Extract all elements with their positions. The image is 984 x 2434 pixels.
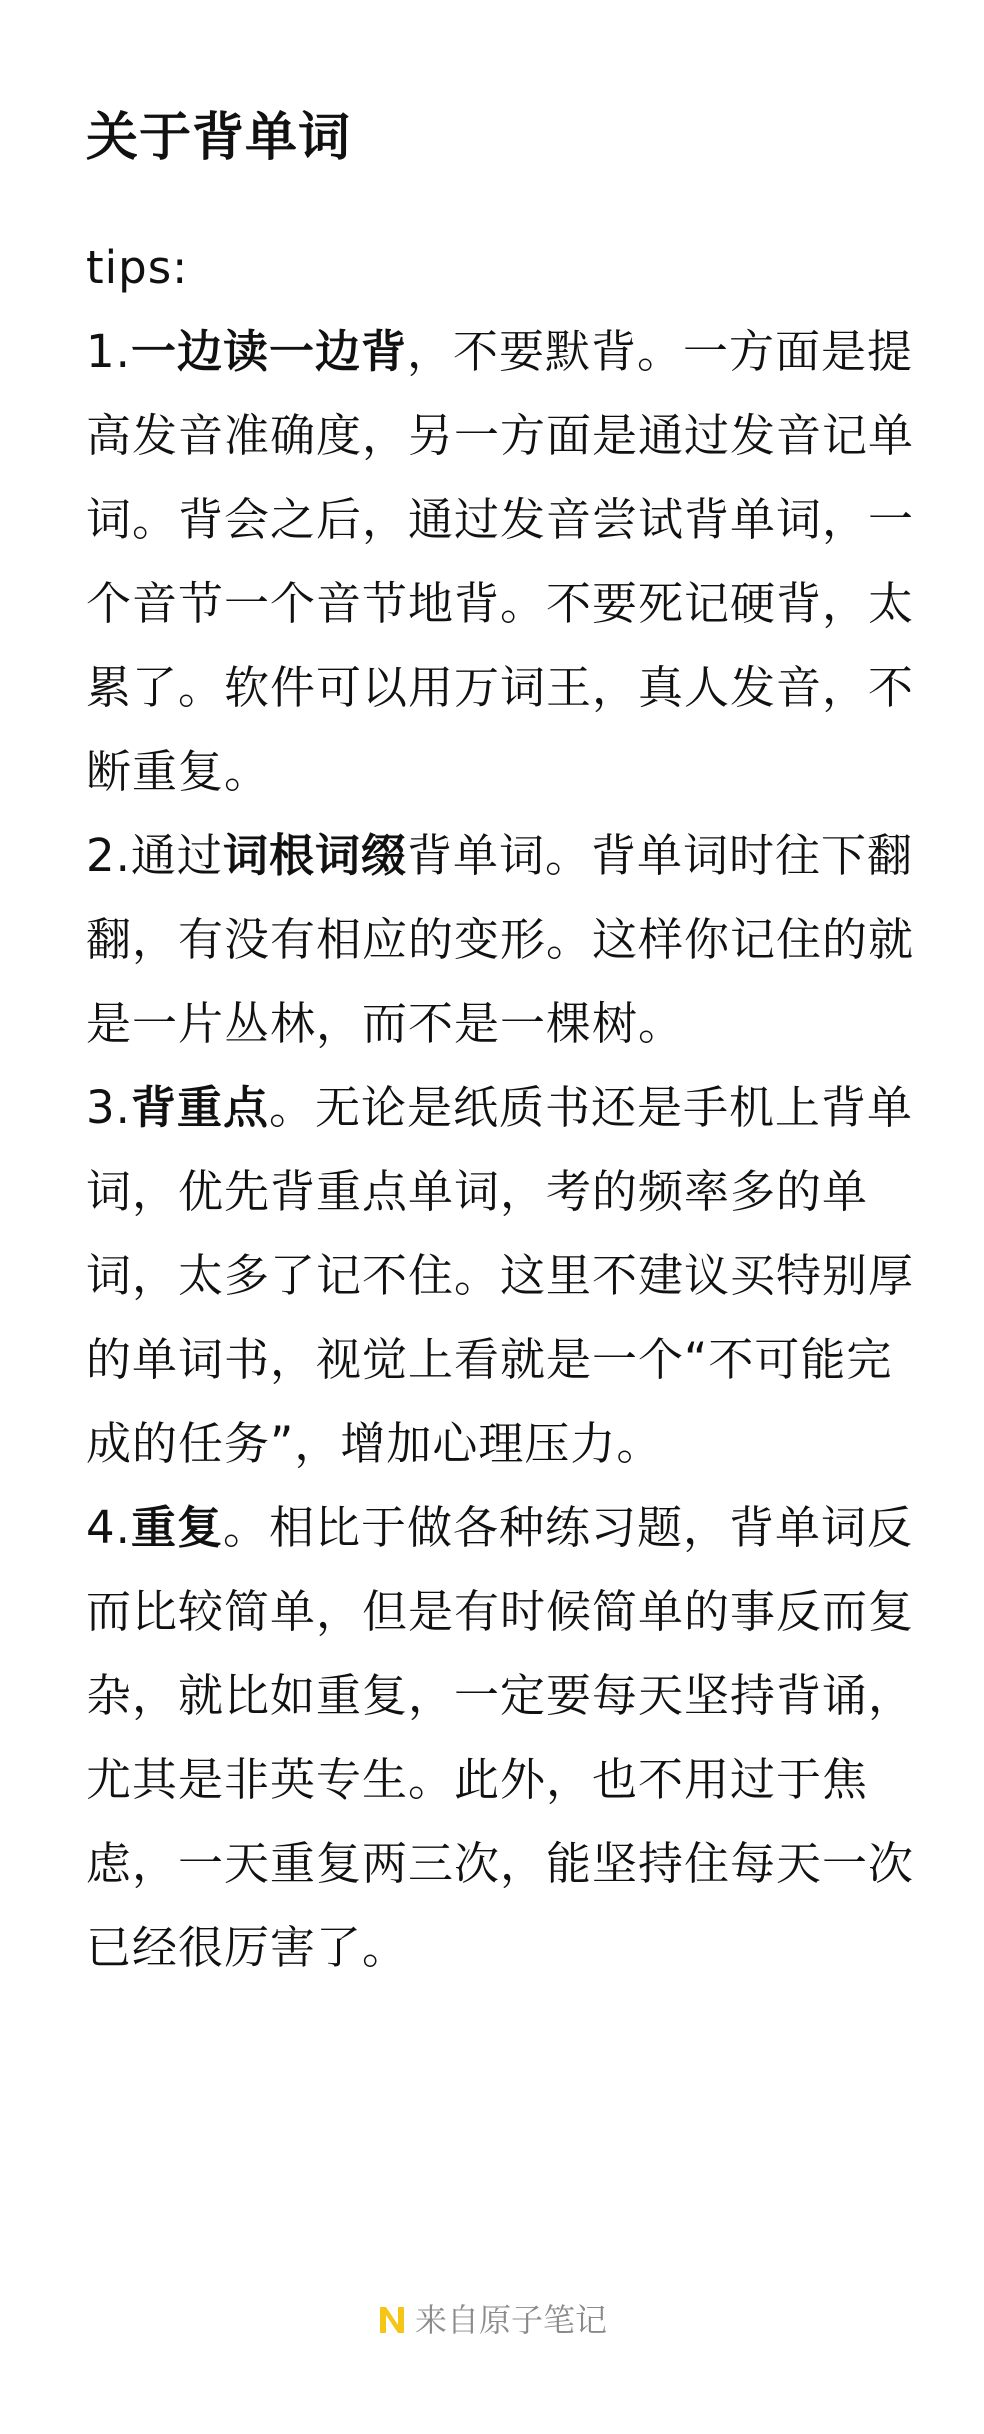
note-content xyxy=(86,100,916,1990)
tip-3-emphasis: 背重点 xyxy=(130,1081,269,1134)
tip-item-4 xyxy=(86,1486,916,1990)
note-title: 关于背单词 xyxy=(86,108,352,168)
tip-2-text: 背单词。背单词时往下翻翻，有没有相应的变形。这样你记住的就是一片丛林，而不是一棵树。 xyxy=(86,829,915,1050)
atom-note-logo-icon xyxy=(377,2304,407,2336)
tip-2-emphasis: 词根词缀 xyxy=(222,829,407,882)
tip-3-text: 。无论是纸质书还是手机上背单词，优先背重点单词，考的频率多的单词，太多了记不住。这里不建议买特别厚的单词书，视觉上看就是一个“不可能完成的任务”，增加心理压力。 xyxy=(86,1081,915,1470)
source-attribution xyxy=(377,2300,607,2340)
note-body xyxy=(86,226,916,1990)
source-footer xyxy=(0,2300,984,2345)
tip-item-3 xyxy=(86,1066,916,1486)
source-text: 来自原子笔记 xyxy=(414,2301,607,2339)
tip-4-prefix: 4. xyxy=(86,1501,131,1554)
tip-item-1 xyxy=(86,310,916,814)
tip-1-text: ，不要默背。一方面是提高发音准确度，另一方面是通过发音记单词。背会之后，通过发音尝试背单词，一个音节一个音节地背。不要死记硬背，太累了。软件可以用万词王，真人发音，不断重复。 xyxy=(86,325,915,798)
tip-1-emphasis: 一边读一边背 xyxy=(130,325,407,378)
tips-label: tips: xyxy=(86,241,189,294)
tip-2-prefix: 2.通过 xyxy=(86,829,223,882)
tip-3-prefix: 3. xyxy=(86,1081,131,1134)
tip-4-text: 。相比于做各种练习题，背单词反而比较简单，但是有时候简单的事反而复杂，就比如重复，一定要每天坚持背诵，尤其是非英专生。此外，也不用过于焦虑，一天重复两三次，能坚持住每天一次已经很厉害了。 xyxy=(86,1501,915,1974)
tip-1-prefix: 1. xyxy=(86,325,131,378)
tip-item-2 xyxy=(86,814,916,1066)
tip-4-emphasis: 重复 xyxy=(130,1501,223,1554)
